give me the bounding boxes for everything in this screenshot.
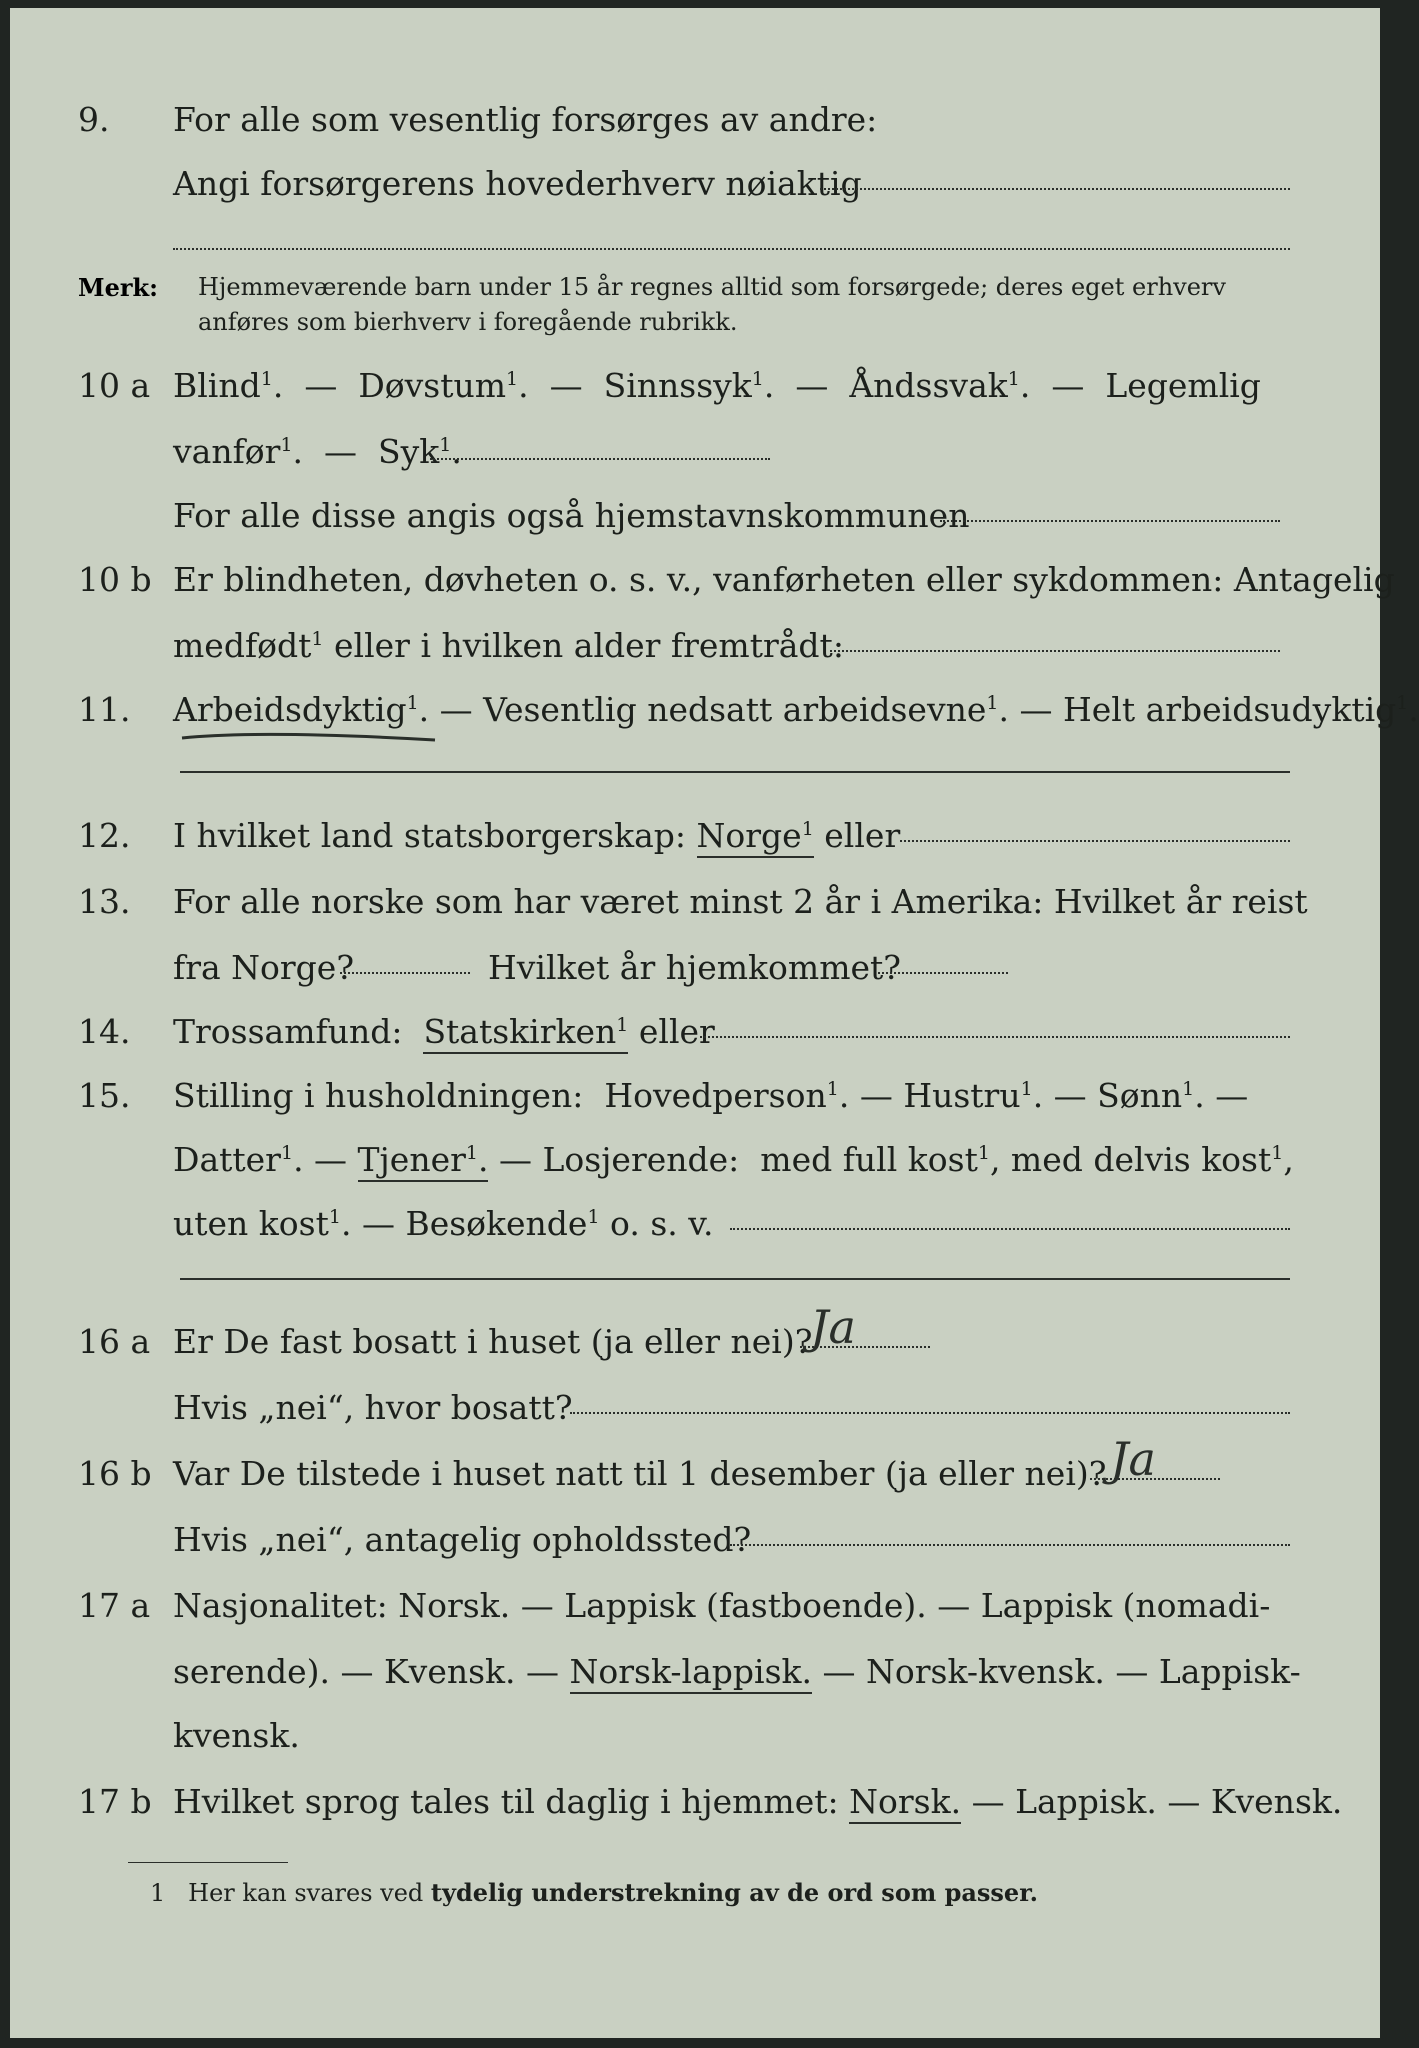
q14-number: 14. [78, 1012, 131, 1051]
q13-hjemkommet-field[interactable] [878, 972, 1008, 974]
q10a-number: 10 a [78, 366, 151, 405]
q16b-handwritten-answer: Ja [1110, 1432, 1156, 1486]
q11-number: 11. [78, 690, 131, 729]
q13-line1: For alle norske som har været minst 2 år i Amerika: Hvilket år reist [173, 882, 1308, 921]
q9-number: 9. [78, 100, 110, 139]
q10a-line3: For alle disse angis også hjemstavnskommunen [173, 496, 970, 535]
q14-line: Trossamfund: Statskirken$^1$ eller [173, 1012, 715, 1051]
q16a-number: 16 a [78, 1322, 151, 1361]
q16b-line2: Hvis „nei“, antagelig opholdssted? [173, 1520, 752, 1559]
q15-answer-field[interactable] [730, 1228, 1290, 1230]
q10a-hjemstavn-field[interactable] [940, 520, 1280, 522]
q11-handwritten-underline [180, 730, 440, 750]
q16b-line1: Var De tilstede i huset natt til 1 desember (ja eller nei)? [173, 1454, 1107, 1493]
merk-line2: anføres som bierhverv i foregående rubrikk. [198, 308, 738, 336]
q12-number: 12. [78, 816, 131, 855]
q17a-number: 17 a [78, 1586, 151, 1625]
q13-line2a: fra Norge? [173, 948, 355, 987]
q10a-line2: vanfør$^1$. — Syk$^1$. [173, 432, 462, 471]
q15-rule [180, 1278, 1290, 1280]
q13-number: 13. [78, 882, 131, 921]
q15-line1: Stilling i husholdningen: Hovedperson$^1$. — Hustru$^1$. — Sønn$^1$. — [173, 1076, 1249, 1115]
q9-answer-field-2[interactable] [173, 248, 1290, 250]
q13-line2b: Hvilket år hjemkommet? [488, 948, 901, 987]
q11-line: Arbeidsdyktig$^1$. — Vesentlig nedsatt arbeidsevne$^1$. — Helt arbeidsudyktig$^1$. [173, 690, 1419, 729]
q17a-opt-norsk-lappisk: Norsk-lappisk. [570, 1652, 812, 1694]
q15-opt-tjener: Tjener$^1$. [358, 1140, 489, 1182]
q10b-number: 10 b [78, 560, 152, 599]
q16a-bosatt-field[interactable] [570, 1412, 1290, 1414]
q10a-line1: Blind$^1$. — Døvstum$^1$. — Sinnssyk$^1$. — Åndssvak$^1$. — Legemlig [173, 366, 1261, 405]
q14-answer-field[interactable] [700, 1036, 1290, 1038]
q15-line3: uten kost$^1$. — Besøkende$^1$ o. s. v. [173, 1204, 714, 1243]
q10b-line1: Er blindheten, døvheten o. s. v., vanførheten eller sykdommen: Antagelig [173, 560, 1395, 599]
q17b-number: 17 b [78, 1782, 152, 1821]
q11-opt-arbeidsdyktig: Arbeidsdyktig [173, 690, 407, 729]
q12-opt-norge: Norge$^1$ [697, 816, 814, 858]
q17a-line3: kvensk. [173, 1716, 300, 1755]
q12-answer-field[interactable] [900, 840, 1290, 842]
q16b-number: 16 b [78, 1454, 152, 1493]
q17b-line: Hvilket sprog tales til daglig i hjemmet: Norsk. — Lappisk. — Kvensk. [173, 1782, 1342, 1821]
q11-rule [180, 771, 1290, 773]
q9-line1: For alle som vesentlig forsørges av andre: [173, 100, 878, 139]
q12-line: I hvilket land statsborgerskap: Norge$^1$ eller [173, 816, 900, 855]
q14-opt-statskirken: Statskirken$^1$ [423, 1012, 628, 1054]
q15-number: 15. [78, 1076, 131, 1115]
q16a-line2: Hvis „nei“, hvor bosatt? [173, 1388, 573, 1427]
q15-line2: Datter$^1$. — Tjener$^1$. — Losjerende: med full kost$^1$, med delvis kost$^1$, [173, 1140, 1294, 1179]
merk-label: Merk: [78, 273, 158, 302]
census-form-page [10, 8, 1419, 2038]
q10a-syk-field[interactable] [430, 458, 770, 460]
q10b-answer-field[interactable] [830, 650, 1280, 652]
q17a-line2: serende). — Kvensk. — Norsk-lappisk. — Norsk-kvensk. — Lappisk- [173, 1652, 1301, 1691]
q16b-opholdssted-field[interactable] [730, 1544, 1290, 1546]
q13-reist-field[interactable] [340, 972, 470, 974]
q17a-line1: Nasjonalitet: Norsk. — Lappisk (fastboende). — Lappisk (nomadi- [173, 1586, 1271, 1625]
footnote-rule [128, 1862, 288, 1863]
q17b-opt-norsk: Norsk. [849, 1782, 961, 1824]
q10b-line2: medfødt$^1$ eller i hvilken alder fremtrådt: [173, 626, 844, 665]
q16a-handwritten-answer: Ja [810, 1300, 856, 1354]
q9-line2: Angi forsørgerens hovederhverv nøiaktig [173, 164, 862, 203]
q9-answer-field[interactable] [820, 188, 1290, 190]
merk-line1: Hjemmeværende barn under 15 år regnes alltid som forsørgede; deres eget erhverv [198, 273, 1226, 301]
footnote: 1 Her kan svares ved tydelig understrekning av de ord som passer. [150, 1878, 1038, 1907]
q16a-line1: Er De fast bosatt i huset (ja eller nei)? [173, 1322, 813, 1361]
